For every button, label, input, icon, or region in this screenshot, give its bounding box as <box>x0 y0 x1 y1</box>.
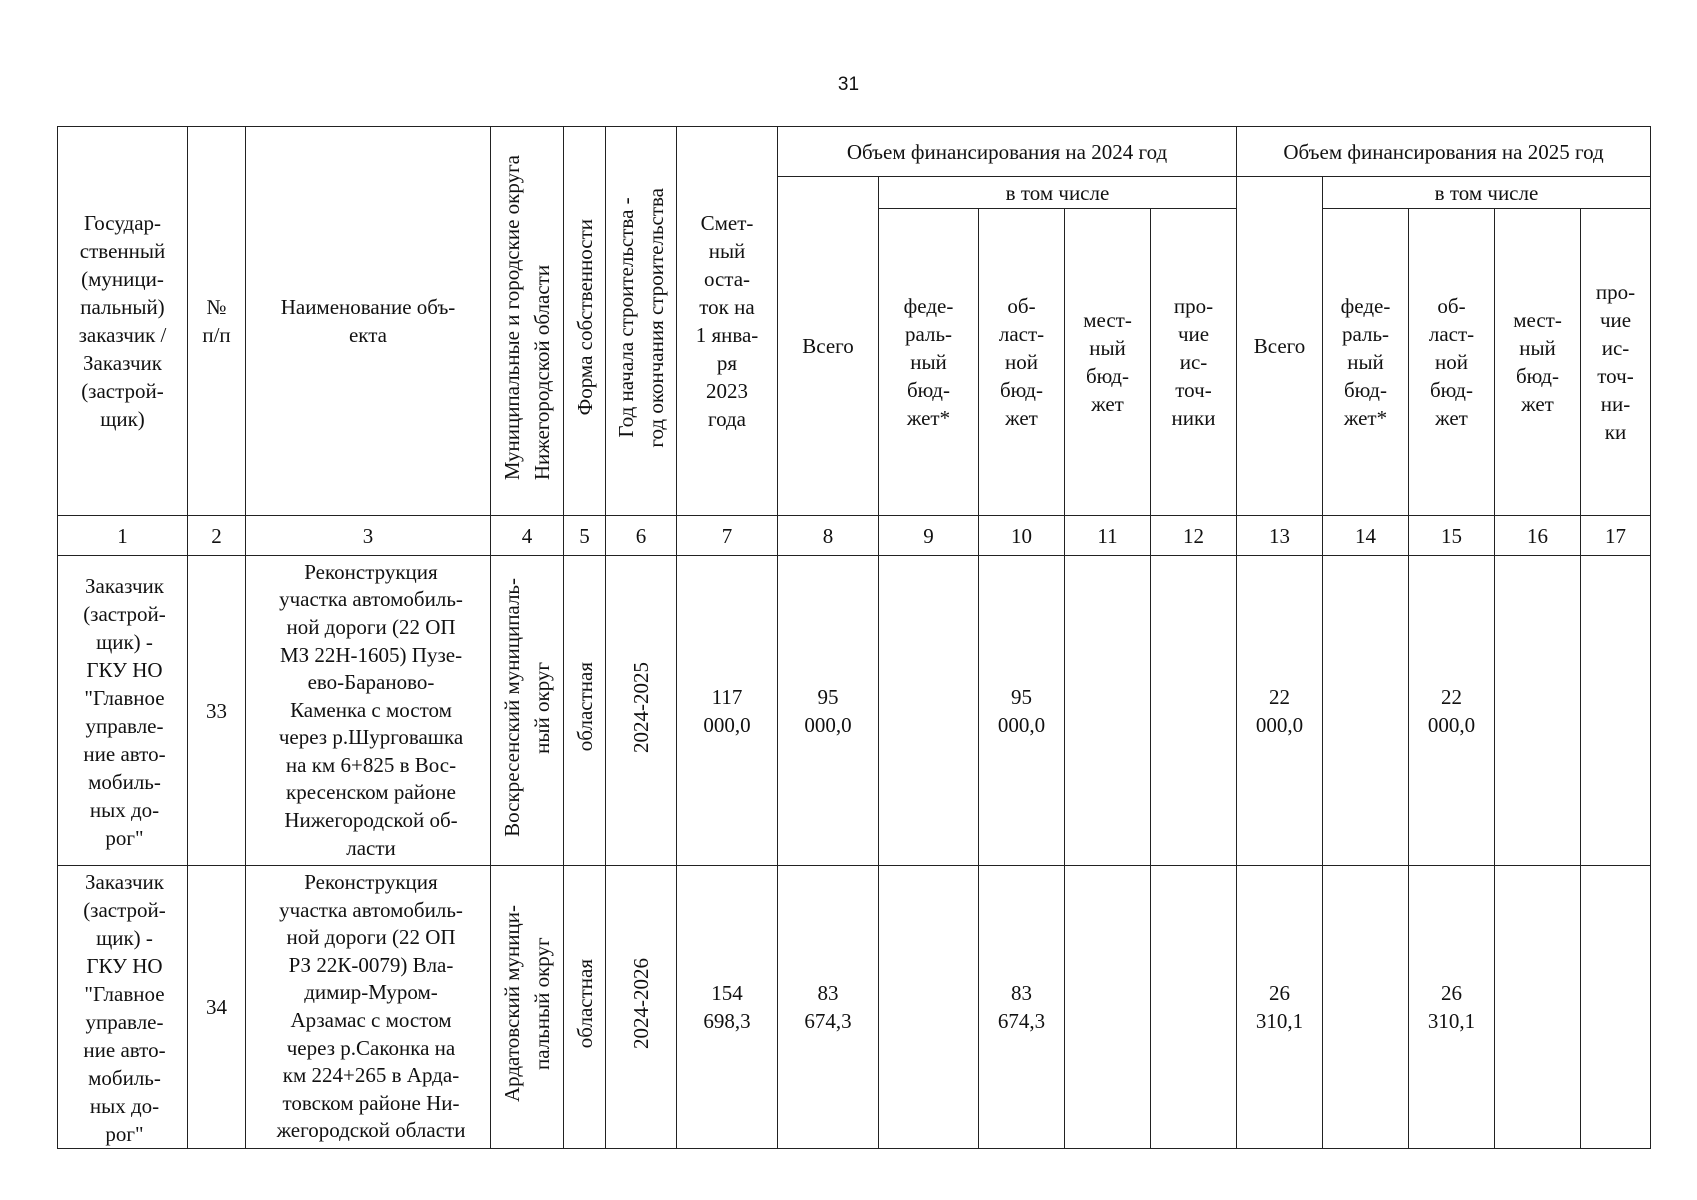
remaining-cell: 154 698,3 <box>677 866 778 1149</box>
page-number: 31 <box>837 74 860 95</box>
local-2024-cell <box>1065 556 1151 866</box>
column-number: 13 <box>1237 516 1323 556</box>
regional-2025-cell: 22 000,0 <box>1409 556 1495 866</box>
regional-2024-cell: 95 000,0 <box>979 556 1065 866</box>
header-total-2025: Всего <box>1237 177 1323 516</box>
total-2024-cell: 83 674,3 <box>778 866 879 1149</box>
total-2025-cell: 26 310,1 <box>1237 866 1323 1149</box>
federal-2024-cell <box>879 556 979 866</box>
customer-cell: Заказчик (застрой- щик) - ГКУ НО "Главное управле- ние авто- мобиль- ных до- рог" <box>58 556 188 866</box>
municipality-cell: Воскресенский муниципаль- ный округ <box>491 556 564 866</box>
header-total-2024: Всего <box>778 177 879 516</box>
header-municipality: Муниципальные и городские округа Нижегородской области <box>491 127 564 516</box>
column-number: 5 <box>564 516 606 556</box>
column-number: 11 <box>1065 516 1151 556</box>
header-ownership: Форма собственности <box>564 127 606 516</box>
column-number: 10 <box>979 516 1065 556</box>
header-years: Год начала строительства - год окончания строительства <box>606 127 677 516</box>
remaining-cell: 117 000,0 <box>677 556 778 866</box>
years-cell: 2024-2026 <box>606 866 677 1149</box>
ownership-cell: областная <box>564 556 606 866</box>
header-other-2024: про- чие ис- точ- ники <box>1151 209 1237 516</box>
object-name-cell: Реконструкция участка автомобиль- ной дороги (22 ОП РЗ 22К-0079) Вла- димир-Муром- Арзамас с мостом через р.Саконка на км 224+265 в Арда- товском районе Ни- жегородской области <box>246 866 491 1149</box>
column-number-row <box>58 516 1651 556</box>
index-cell: 34 <box>188 866 246 1149</box>
header-index: № п/п <box>188 127 246 516</box>
column-number: 2 <box>188 516 246 556</box>
federal-2025-cell <box>1323 866 1409 1149</box>
column-number: 17 <box>1581 516 1651 556</box>
other-2024-cell <box>1151 556 1237 866</box>
header-customer: Государ- ственный (муници- пальный) заказчик / Заказчик (застрой- щик) <box>58 127 188 516</box>
header-local-2024: мест- ный бюд- жет <box>1065 209 1151 516</box>
other-2024-cell <box>1151 866 1237 1149</box>
header-remaining: Смет- ный оста- ток на 1 янва- ря 2023 года <box>677 127 778 516</box>
column-number: 7 <box>677 516 778 556</box>
column-number: 16 <box>1495 516 1581 556</box>
header-other-2025: про- чие ис- точ- ни- ки <box>1581 209 1651 516</box>
header-including-2024: в том числе <box>879 177 1237 209</box>
header-regional-2024: об- ласт- ной бюд- жет <box>979 209 1065 516</box>
other-2025-cell <box>1581 866 1651 1149</box>
column-number: 15 <box>1409 516 1495 556</box>
table-row <box>58 866 1651 1149</box>
years-cell: 2024-2025 <box>606 556 677 866</box>
header-object-name: Наименование объ- екта <box>246 127 491 516</box>
local-2025-cell <box>1495 866 1581 1149</box>
regional-2024-cell: 83 674,3 <box>979 866 1065 1149</box>
customer-cell: Заказчик (застрой- щик) - ГКУ НО "Главное управле- ние авто- мобиль- ных до- рог" <box>58 866 188 1149</box>
column-number: 4 <box>491 516 564 556</box>
federal-2025-cell <box>1323 556 1409 866</box>
column-number: 8 <box>778 516 879 556</box>
total-2025-cell: 22 000,0 <box>1237 556 1323 866</box>
column-number: 1 <box>58 516 188 556</box>
other-2025-cell <box>1581 556 1651 866</box>
local-2025-cell <box>1495 556 1581 866</box>
municipality-cell: Ардатовский муници- пальный округ <box>491 866 564 1149</box>
column-number: 3 <box>246 516 491 556</box>
column-number: 14 <box>1323 516 1409 556</box>
header-row-1 <box>58 127 1651 177</box>
column-number: 9 <box>879 516 979 556</box>
total-2024-cell: 95 000,0 <box>778 556 879 866</box>
table-row <box>58 556 1651 866</box>
column-number: 12 <box>1151 516 1237 556</box>
header-federal-2024: феде- раль- ный бюд- жет* <box>879 209 979 516</box>
header-funding-2024: Объем финансирования на 2024 год <box>778 127 1237 177</box>
column-number: 6 <box>606 516 677 556</box>
local-2024-cell <box>1065 866 1151 1149</box>
funding-table <box>57 126 1651 1149</box>
federal-2024-cell <box>879 866 979 1149</box>
ownership-cell: областная <box>564 866 606 1149</box>
header-local-2025: мест- ный бюд- жет <box>1495 209 1581 516</box>
index-cell: 33 <box>188 556 246 866</box>
object-name-cell: Реконструкция участка автомобиль- ной дороги (22 ОП МЗ 22Н-1605) Пузе- ево-Бараново- Каменка с мостом через р.Шурговашка на км 6+825 в Вос- кресенском районе Нижегородской об- ласти <box>246 556 491 866</box>
regional-2025-cell: 26 310,1 <box>1409 866 1495 1149</box>
header-including-2025: в том числе <box>1323 177 1651 209</box>
header-funding-2025: Объем финансирования на 2025 год <box>1237 127 1651 177</box>
header-regional-2025: об- ласт- ной бюд- жет <box>1409 209 1495 516</box>
header-federal-2025: феде- раль- ный бюд- жет* <box>1323 209 1409 516</box>
